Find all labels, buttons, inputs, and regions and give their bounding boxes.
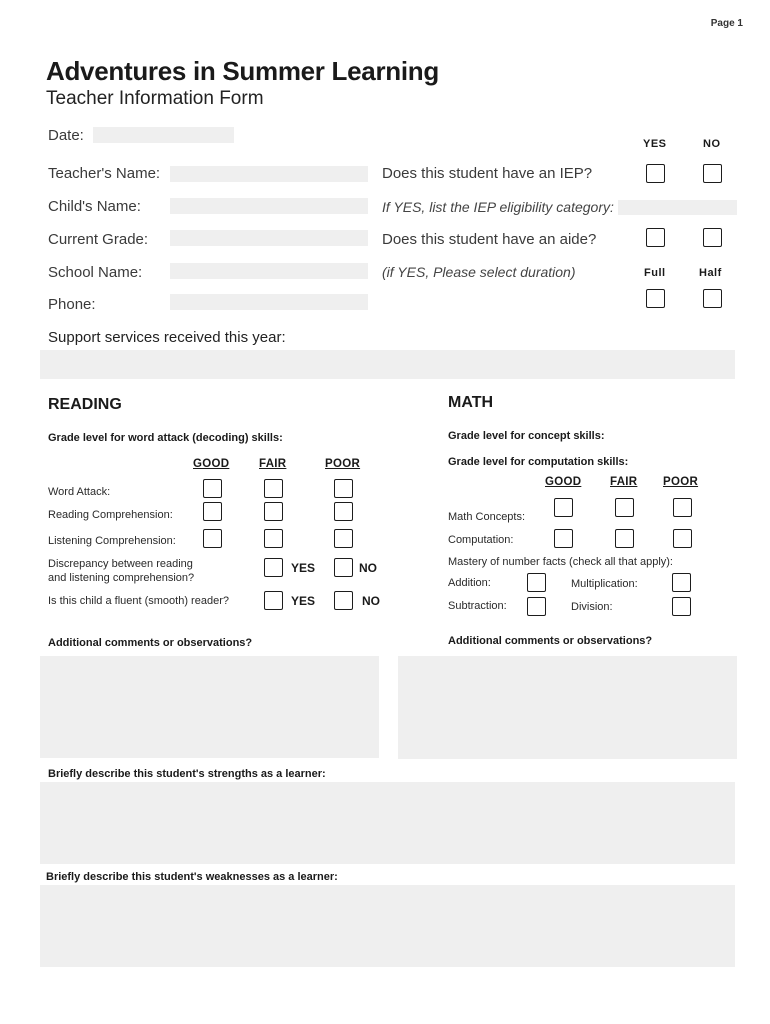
computation-poor-checkbox[interactable] (673, 529, 692, 548)
weaknesses-label: Briefly describe this student's weaknesses as a learner: (46, 871, 338, 883)
word-attack-fair-checkbox[interactable] (264, 479, 283, 498)
school-name-field[interactable] (170, 263, 368, 279)
discrepancy-yes-label: YES (291, 561, 316, 575)
aide-full-checkbox[interactable] (646, 289, 665, 308)
computation-fair-checkbox[interactable] (615, 529, 634, 548)
yes-column-header: YES (643, 138, 667, 150)
child-name-field[interactable] (170, 198, 368, 214)
mastery-label: Mastery of number facts (check all that apply): (448, 556, 673, 568)
reading-comprehension-fair-checkbox[interactable] (264, 502, 283, 521)
page-number: Page 1 (710, 18, 743, 29)
school-name-label: School Name: (48, 264, 143, 281)
aide-duration-label: (if YES, Please select duration) (382, 264, 576, 280)
math-comments-label: Additional comments or observations? (448, 635, 653, 647)
iep-no-checkbox[interactable] (703, 164, 722, 183)
subtraction-label: Subtraction: (448, 600, 507, 612)
fluent-yes-label: YES (291, 594, 316, 608)
fluent-no-label: NO (362, 594, 380, 608)
discrepancy-no-checkbox[interactable] (334, 558, 353, 577)
computation-label: Computation: (448, 534, 514, 546)
support-services-field[interactable] (40, 350, 735, 379)
reading-comprehension-poor-checkbox[interactable] (334, 502, 353, 521)
aide-question: Does this student have an aide? (382, 231, 597, 248)
division-label: Division: (571, 601, 613, 613)
listening-comprehension-poor-checkbox[interactable] (334, 529, 353, 548)
reading-comments-label: Additional comments or observations? (48, 637, 253, 649)
form-title: Adventures in Summer Learning (46, 56, 439, 86)
date-field[interactable] (93, 127, 234, 143)
reading-fair-header: FAIR (259, 458, 287, 470)
teacher-name-field[interactable] (170, 166, 368, 182)
addition-checkbox[interactable] (527, 573, 546, 592)
fluent-reader-label: Is this child a fluent (smooth) reader? (48, 595, 229, 607)
division-checkbox[interactable] (672, 597, 691, 616)
concept-grade-label: Grade level for concept skills: (448, 430, 605, 442)
math-poor-header: POOR (663, 476, 699, 488)
reading-heading: READING (48, 396, 122, 413)
phone-label: Phone: (48, 296, 96, 313)
math-concepts-fair-checkbox[interactable] (615, 498, 634, 517)
support-services-label: Support services received this year: (48, 329, 286, 346)
reading-good-header: GOOD (193, 458, 230, 470)
computation-grade-label: Grade level for computation skills: (448, 456, 629, 468)
reading-comprehension-label: Reading Comprehension: (48, 509, 173, 521)
word-attack-grade-label: Grade level for word attack (decoding) skills: (48, 432, 283, 444)
fluent-yes-checkbox[interactable] (264, 591, 283, 610)
no-column-header: NO (703, 138, 721, 150)
teacher-name-label: Teacher's Name: (48, 165, 161, 182)
word-attack-good-checkbox[interactable] (203, 479, 222, 498)
multiplication-checkbox[interactable] (672, 573, 691, 592)
discrepancy-no-label: NO (359, 561, 377, 575)
math-fair-header: FAIR (610, 476, 638, 488)
fluent-no-checkbox[interactable] (334, 591, 353, 610)
word-attack-label: Word Attack: (48, 486, 111, 498)
aide-yes-checkbox[interactable] (646, 228, 665, 247)
reading-poor-header: POOR (325, 458, 361, 470)
multiplication-label: Multiplication: (571, 578, 638, 590)
phone-field[interactable] (170, 294, 368, 310)
math-concepts-label: Math Concepts: (448, 511, 526, 523)
form-subtitle: Teacher Information Form (46, 88, 264, 109)
listening-comprehension-label: Listening Comprehension: (48, 535, 176, 547)
reading-comments-field[interactable] (40, 656, 379, 758)
strengths-label: Briefly describe this student's strengths as a learner: (48, 768, 326, 780)
reading-comprehension-good-checkbox[interactable] (203, 502, 222, 521)
iep-category-label: If YES, list the IEP eligibility category: (382, 199, 614, 215)
iep-category-field[interactable] (618, 200, 737, 215)
math-comments-field[interactable] (398, 656, 737, 759)
discrepancy-label-line1: Discrepancy between reading (48, 558, 193, 570)
full-label: Full (644, 267, 666, 279)
current-grade-field[interactable] (170, 230, 368, 246)
child-name-label: Child's Name: (48, 198, 141, 215)
listening-comprehension-fair-checkbox[interactable] (264, 529, 283, 548)
aide-half-checkbox[interactable] (703, 289, 722, 308)
aide-no-checkbox[interactable] (703, 228, 722, 247)
half-label: Half (699, 267, 722, 279)
math-concepts-good-checkbox[interactable] (554, 498, 573, 517)
iep-yes-checkbox[interactable] (646, 164, 665, 183)
discrepancy-yes-checkbox[interactable] (264, 558, 283, 577)
listening-comprehension-good-checkbox[interactable] (203, 529, 222, 548)
date-label: Date: (48, 127, 84, 144)
math-good-header: GOOD (545, 476, 582, 488)
discrepancy-label-line2: and listening comprehension? (48, 572, 195, 584)
word-attack-poor-checkbox[interactable] (334, 479, 353, 498)
current-grade-label: Current Grade: (48, 231, 149, 248)
strengths-field[interactable] (40, 782, 735, 864)
math-concepts-poor-checkbox[interactable] (673, 498, 692, 517)
subtraction-checkbox[interactable] (527, 597, 546, 616)
iep-question: Does this student have an IEP? (382, 165, 593, 182)
weaknesses-field[interactable] (40, 885, 735, 967)
addition-label: Addition: (448, 577, 491, 589)
math-heading: MATH (448, 394, 494, 411)
computation-good-checkbox[interactable] (554, 529, 573, 548)
